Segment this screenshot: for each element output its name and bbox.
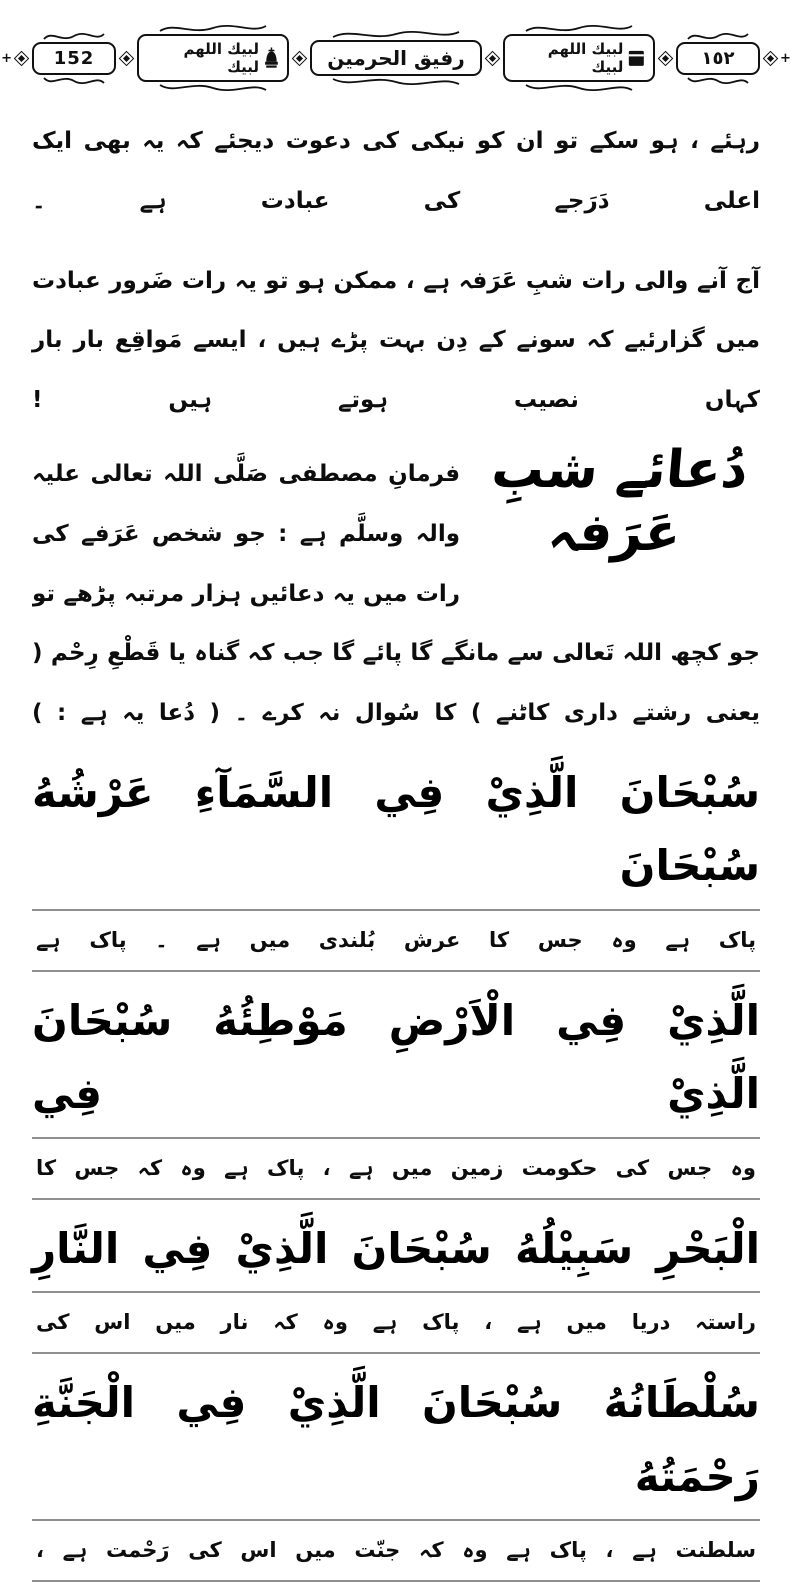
arabic-verse-4: سُلْطَانُهُ سُبْحَانَ الَّذِيْ فِي الْجَنَّةِ رَحْمَتُهُ [32, 1378, 760, 1501]
page-number-box-wrap [32, 32, 116, 85]
diamond-ornament [292, 50, 308, 66]
labbaik-text: لبيك اللهم لبيك [547, 40, 624, 76]
verse-translation-4: سلطنت ہے ، پاک ہے وہ کہ جنّت میں اس کی رَحْمت ہے ، [32, 1519, 760, 1582]
dome-icon [264, 47, 279, 69]
verse-translation-1: پاک ہے وہ جس کا عرش بُلندی میں ہے ۔ پاک ہے [32, 909, 760, 972]
header-end-flourish-left [1, 51, 29, 66]
arabic-verse-2: الَّذِيْ فِي الْاَرْضِ مَوْطِئُهُ سُبْحَانَ الَّذِيْ فِي [32, 995, 760, 1119]
plus-ornament: + [780, 50, 791, 66]
kaaba-icon [628, 49, 645, 67]
section-body-text: فرمانِ مصطفی صَلَّی اللہ تعالی علیہ والہ وسلَّم ہے : جو شخص عَرَفے کی رات میں یہ دعائیں ہزار مرتبہ پڑھے تو جو کچھ اللہ تَعالی سے مانگے گا پائے گا جب کہ گناہ یا قَطْعِ رِحْم ( یعنی رشتے داری کاٹنے ) کا سُوال نہ کرے ۔ ( دُعا یہ ہے : ) [32, 460, 760, 727]
scroll-ornament [158, 24, 268, 33]
arabic-verse-1: سُبْحَانَ الَّذِيْ فِي السَّمَآءِ عَرْشُهُ سُبْحَانَ [32, 767, 760, 891]
scroll-ornament [331, 77, 461, 86]
scroll-ornament [524, 24, 634, 33]
verse-translation-2: وہ جس کی حکومت زمین میں ہے ، پاک ہے وہ کہ جس کا [32, 1137, 760, 1200]
arabic-verse-3: الْبَحْرِ سَبِيْلُهُ سُبْحَانَ الَّذِيْ فِي النَّارِ [32, 1223, 760, 1273]
scroll-ornament [524, 83, 634, 92]
intro-paragraph-1: رہئے ، ہو سکے تو ان کو نیکی کی دعوت دیجئے کہ یہ بھی ایک اعلی دَرَجے کی عبادت ہے ۔ [32, 128, 760, 214]
page-number-arabic-box-wrap [676, 32, 760, 85]
labbaik-left-box [137, 34, 289, 82]
diamond-ornament [658, 50, 674, 66]
book-page [0, 24, 792, 1563]
intro-paragraph-2: آج آنے والی رات شبِ عَرَفہ ہے ، ممکن ہو تو یہ رات ضَرور عبادت میں گزارئیے کہ سونے کے دِن بہت پڑے ہیں ، ایسے مَواقِع بار بار کہاں نصیب ہوتے ہیں ! [32, 267, 760, 414]
scroll-ornament [686, 76, 750, 85]
labbaik-right-box [503, 34, 655, 82]
labbaik-text: لبيك اللهم لبيك [183, 40, 260, 76]
plus-ornament: + [1, 50, 12, 66]
scroll-ornament [42, 32, 106, 41]
scroll-ornament [331, 30, 461, 39]
labbaik-left-box-wrap [137, 24, 289, 92]
dua-section [32, 439, 760, 744]
scroll-ornament [686, 32, 750, 41]
verse-translation-3: راستہ دریا میں ہے ، پاک ہے وہ کہ نار میں اس کی [32, 1291, 760, 1354]
diamond-ornament [763, 50, 779, 66]
diamond-ornament [119, 50, 135, 66]
scroll-ornament [42, 76, 106, 85]
labbaik-right-box-wrap [503, 24, 655, 92]
diamond-ornament [485, 50, 501, 66]
scroll-ornament [158, 83, 268, 92]
book-title: رفيق الحرمين [310, 40, 482, 76]
page-header [1, 24, 791, 92]
page-number-arabic: ١٥٢ [676, 42, 760, 75]
header-end-flourish-right [763, 51, 791, 66]
diamond-ornament [14, 50, 30, 66]
page-number-western: 152 [32, 42, 116, 75]
book-title-box-wrap [310, 30, 482, 86]
section-heading-calligraphy: دُعائے شبِ عَرَفہ [489, 439, 751, 564]
page-body [32, 112, 760, 1582]
